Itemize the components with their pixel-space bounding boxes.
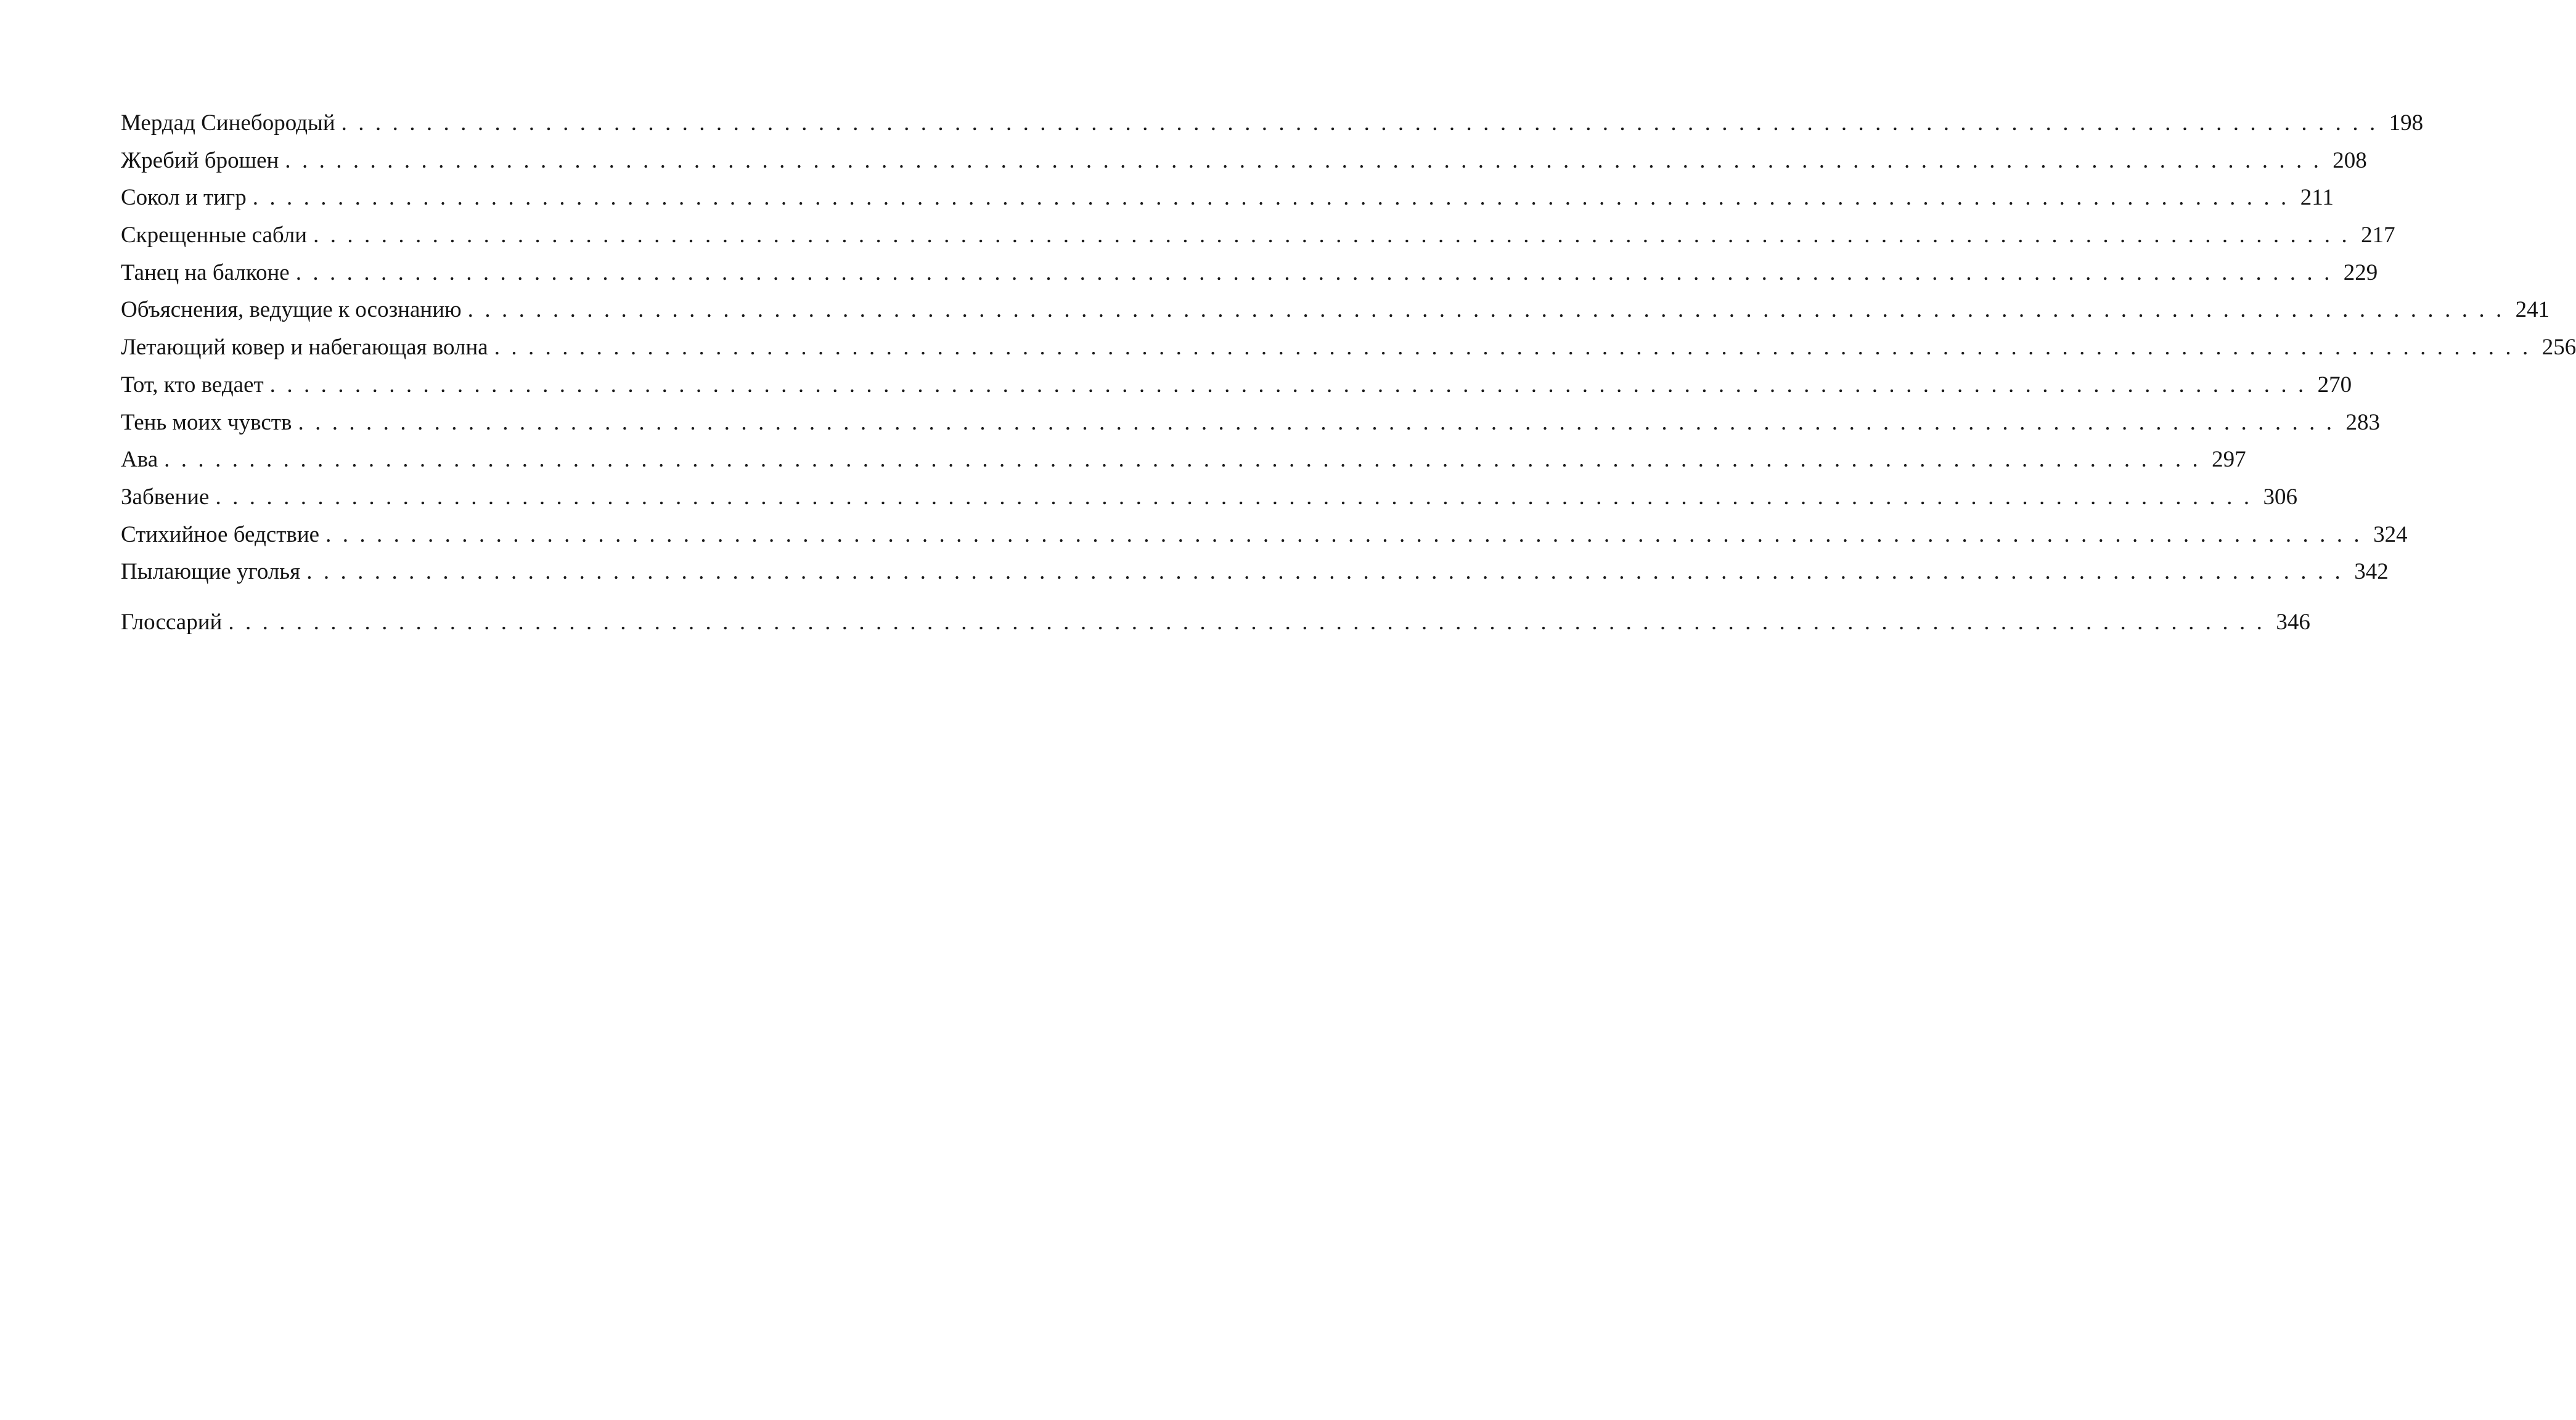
dot-leader: ........................................................................................................................ — [269, 372, 2315, 398]
toc-entry — [121, 217, 2395, 255]
toc-entry-page-number: 270 — [2317, 372, 2352, 398]
dot-leader: ........................................................................................................................ — [313, 222, 2359, 248]
toc-entry-page-number: 208 — [2333, 147, 2367, 173]
toc-entry-title: Тот, кто ведает — [121, 372, 264, 398]
dot-leader: ........................................................................................................................ — [341, 110, 2387, 136]
toc-entry-title: Глоссарий — [121, 609, 223, 635]
dot-leader: ........................................................................................................................ — [306, 559, 2352, 585]
toc-entry-page-number: 306 — [2263, 484, 2297, 510]
toc-entry-page-number: 283 — [2345, 409, 2380, 435]
toc-entry-page-number: 241 — [2515, 297, 2550, 323]
dot-leader: ........................................................................................................................ — [494, 335, 2540, 361]
toc-entry — [121, 255, 2378, 292]
toc-entry-page-number: 346 — [2276, 609, 2310, 635]
toc-entry — [121, 179, 2334, 217]
toc-entry — [121, 292, 2550, 329]
table-of-contents — [121, 105, 2576, 642]
toc-entry-title: Забвение — [121, 484, 210, 510]
toc-entry-title: Жребий брошен — [121, 147, 279, 173]
toc-entry — [121, 441, 2246, 479]
toc-entry-page-number: 198 — [2389, 110, 2424, 136]
toc-entry-title: Скрещенные сабли — [121, 222, 308, 248]
toc-entry-page-number: 324 — [2373, 521, 2408, 547]
dot-leader: ........................................................................................................................ — [285, 147, 2331, 173]
toc-entry-title: Мердад Синебородый — [121, 110, 335, 136]
toc-entry-page-number: 297 — [2212, 447, 2246, 473]
dot-leader: ........................................................................................................................ — [295, 259, 2341, 285]
toc-entry-title: Сокол и тигр — [121, 185, 247, 211]
dot-leader: ........................................................................................................................ — [467, 297, 2513, 323]
dot-leader: ........................................................................................................................ — [164, 447, 2210, 473]
toc-entry-page-number: 211 — [2300, 185, 2334, 211]
dot-leader: ........................................................................................................................ — [252, 185, 2298, 211]
toc-entry — [121, 516, 2408, 554]
toc-entry-page-number: 229 — [2343, 259, 2378, 285]
dot-leader: ........................................................................................................................ — [298, 409, 2344, 435]
toc-entry-page-number: 256 — [2541, 335, 2576, 361]
toc-entry — [121, 553, 2389, 591]
toc-entry — [121, 367, 2352, 404]
toc-entry-title: Объяснения, ведущие к осознанию — [121, 297, 462, 323]
toc-entry-page-number: 342 — [2354, 559, 2389, 585]
toc-entry-title: Пылающие уголья — [121, 559, 301, 585]
toc-entry-title: Танец на балконе — [121, 259, 290, 285]
dot-leader: ........................................................................................................................ — [228, 609, 2274, 635]
toc-entry-glossary — [121, 604, 2310, 642]
toc-entry-page-number: 217 — [2361, 222, 2395, 248]
toc-entry-title: Стихийное бедствие — [121, 521, 320, 547]
toc-entry — [121, 142, 2367, 180]
toc-entry-title: Тень моих чувств — [121, 409, 292, 435]
toc-entry — [121, 404, 2380, 442]
toc-entry — [121, 479, 2297, 516]
toc-entry — [121, 329, 2576, 367]
toc-entry-title: Ава — [121, 447, 158, 473]
toc-entry — [121, 105, 2424, 142]
dot-leader: ........................................................................................................................ — [325, 521, 2371, 547]
toc-entry-title: Летающий ковер и набегающая волна — [121, 335, 488, 361]
dot-leader: ........................................................................................................................ — [215, 484, 2261, 510]
